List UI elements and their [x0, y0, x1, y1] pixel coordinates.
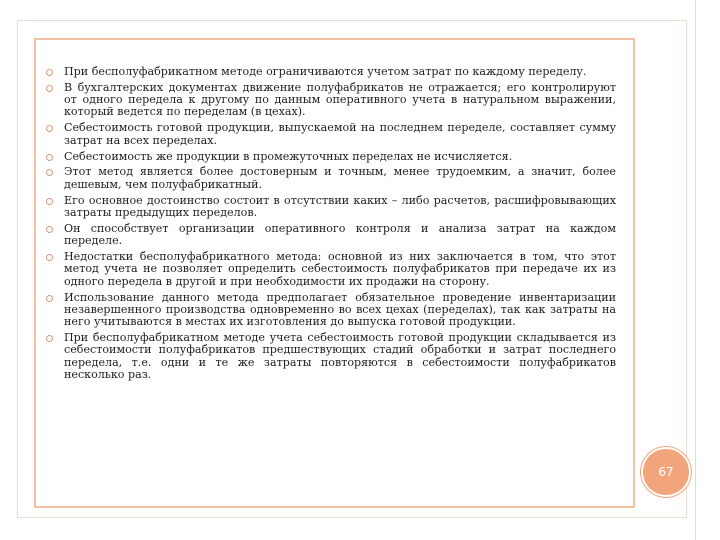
bullet-circle-icon	[46, 335, 53, 342]
bullet-item-9	[46, 292, 616, 329]
bullet-item-6	[46, 195, 616, 220]
bullet-text: При бесполуфабрикатном методе ограничиваются учетом затрат по каждому переделу.	[64, 65, 587, 78]
bullet-circle-icon	[46, 169, 53, 176]
bullet-text: Себестоимость же продукции в промежуточных переделах не исчисляется.	[64, 149, 513, 163]
bullet-list	[46, 66, 616, 381]
bullet-circle-icon	[46, 295, 53, 302]
bullet-text: В бухгалтерских документах движение полуфабрикатов не отражается; его контролируют от одного передела к другому по данным оперативного учета в натуральном выражении, который ведется по переделам (в цехах).	[64, 80, 616, 119]
slide-content	[46, 66, 616, 385]
bullet-item-4	[46, 151, 616, 163]
bullet-text: Недостатки бесполуфабрикатного метода: основной из них заключается в том, что этот метод учета не позволяет определить себестоимость полуфабрикатов при передаче их из одного передела в другой и при необходимости их продажи на сторону.	[64, 250, 616, 288]
bullet-circle-icon	[46, 198, 53, 205]
bullet-text: Он способствует организации оперативного контроля и анализа затрат на каждом переделе.	[64, 221, 616, 248]
bullet-item-2	[46, 82, 616, 119]
bullet-circle-icon	[46, 254, 53, 261]
bullet-item-3	[46, 122, 616, 147]
bullet-text: Этот метод является более достоверным и точным, менее трудоемким, а значит, более дешевым, чем полуфабрикатный.	[64, 165, 616, 191]
bullet-item-10	[46, 332, 616, 381]
bullet-text: При бесполуфабрикатном методе учета себестоимость готовой продукции складывается из себестоимости полуфабрикатов предшествующих стадий обработки и затрат последнего передела, т.е. одни и те же затраты повторяются в себестоимости полуфабрикатов несколько раз.	[64, 330, 616, 381]
bullet-circle-icon	[46, 226, 53, 233]
bullet-text: Использование данного метода предполагает обязательное проведение инвентаризации незавершенного производства одновременно во всех цехах (переделах), так как затраты на него учитываются в местах их изготовления до выпуска готовой продукции.	[64, 290, 616, 329]
bullet-item-7	[46, 223, 616, 248]
bullet-circle-icon	[46, 69, 53, 76]
bullet-item-8	[46, 251, 616, 288]
bullet-circle-icon	[46, 85, 53, 92]
page-number-badge: 67	[641, 447, 691, 497]
bullet-text: Себестоимость готовой продукции, выпускаемой на последнем переделе, составляет сумму затрат на всех переделах.	[64, 121, 616, 147]
bullet-circle-icon	[46, 125, 53, 132]
bullet-text: Его основное достоинство состоит в отсутствии каких – либо расчетов, расшифровывающих затраты предыдущих переделов.	[64, 193, 616, 219]
right-divider-line	[695, 0, 696, 540]
bullet-item-1	[46, 66, 616, 78]
bullet-circle-icon	[46, 154, 53, 161]
bullet-item-5	[46, 166, 616, 191]
